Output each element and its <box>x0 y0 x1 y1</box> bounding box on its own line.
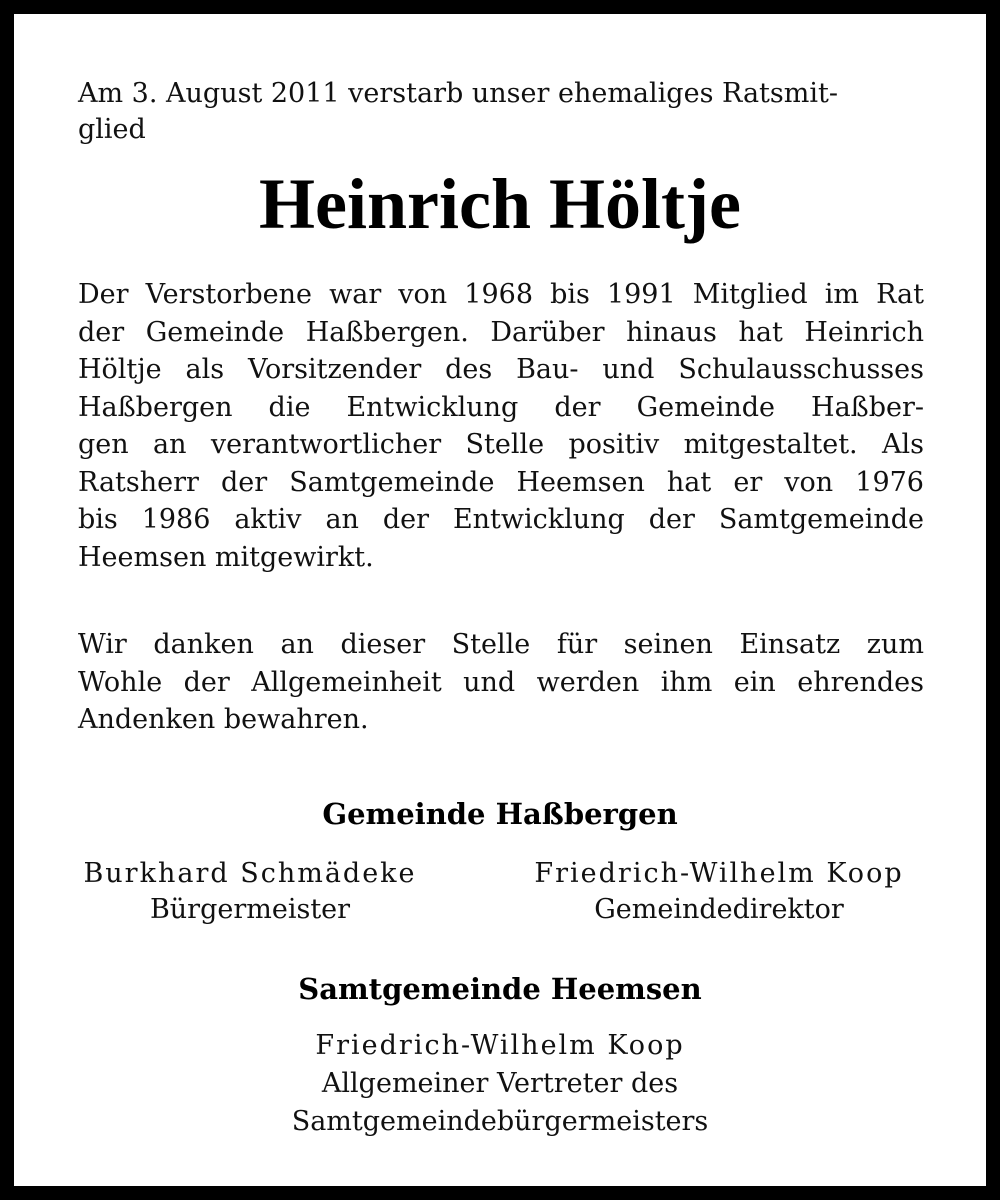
paragraph-line: der Gemeinde Haßbergen. Darüber hinaus hat Heinrich <box>78 316 924 348</box>
organization-heading: Samtgemeinde Heemsen <box>298 972 702 1006</box>
signature-block <box>484 856 954 928</box>
paragraph-line: Wohle der Allgemeinheit und werden ihm ein ehrendes <box>78 666 924 698</box>
signatory-role: Bürgermeister <box>149 894 351 925</box>
signature-block <box>70 856 430 928</box>
paragraph-line: Wir danken an dieser Stelle für seinen Einsatz zum <box>78 629 924 660</box>
organization-heading: Gemeinde Haßbergen <box>322 797 678 831</box>
paragraph-line: Heemsen mitgewirkt. <box>78 541 374 573</box>
intro-text <box>78 76 928 148</box>
signatory-name: Friedrich-Wilhelm Koop <box>534 858 904 889</box>
paragraph-line: Der Verstorbene war von 1968 bis 1991 Mitglied im Rat <box>78 279 924 310</box>
intro-line: glied <box>78 114 146 145</box>
paragraph-line: Andenken bewahren. <box>78 704 369 735</box>
deceased-name: Heinrich Höltje <box>259 164 741 244</box>
signatory-name: Burkhard Schmädeke <box>83 858 417 889</box>
paragraph-line: Höltje als Vorsitzender des Bau- und Schulausschusses <box>78 354 924 385</box>
thanks-paragraph <box>78 626 924 739</box>
paragraph-line: gen an verantwortlicher Stelle positiv mitgestaltet. Als <box>78 429 924 460</box>
signatory-role: Samtgemeindebürgermeisters <box>291 1106 709 1137</box>
tribute-paragraph <box>78 276 924 576</box>
paragraph-line: Haßbergen die Entwicklung der Gemeinde Haßber- <box>78 391 924 423</box>
signatory-role: Allgemeiner Vertreter des <box>321 1068 679 1099</box>
paragraph-line: Ratsherr der Samtgemeinde Heemsen hat er von 1976 <box>78 466 924 498</box>
signatory-name: Friedrich-Wilhelm Koop <box>315 1030 685 1061</box>
signature-block <box>200 1027 800 1141</box>
intro-line: Am 3. August 2011 verstarb unser ehemaliges Ratsmit- <box>78 78 838 109</box>
signatory-role: Gemeindedirektor <box>594 894 844 925</box>
paragraph-line: bis 1986 aktiv an der Entwicklung der Samtgemeinde <box>78 504 924 535</box>
